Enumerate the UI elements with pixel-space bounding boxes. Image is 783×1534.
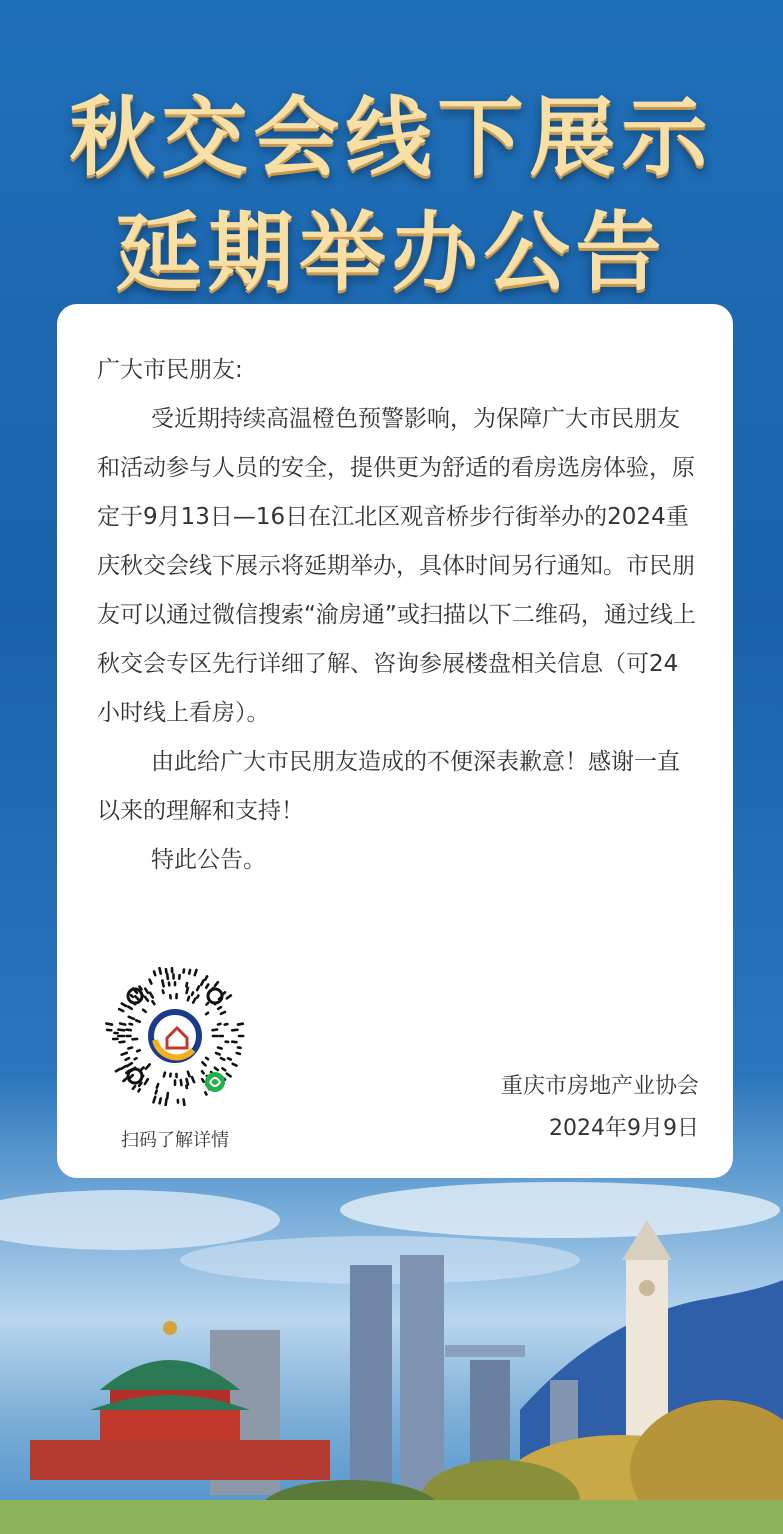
announcement-date: 2024年9月9日 [549, 1116, 699, 1141]
notice-card [57, 304, 733, 1178]
qr-caption: 扫码了解详情 [121, 1130, 229, 1151]
announcement-title-line1: 秋交会线下展示 [69, 88, 714, 188]
salutation: 广大市民朋友: [97, 357, 243, 383]
notice-paragraph-2: 由此给广大市民朋友造成的不便深表歉意！感谢一直以来的理解和支持！ [97, 749, 680, 824]
signature-block [501, 1066, 699, 1150]
qr-code-icon[interactable] [105, 966, 245, 1106]
notice-body [97, 346, 697, 885]
announcement-title-line2: 延期举办公告 [115, 203, 668, 303]
notice-paragraph-1: 受近期持续高温橙色预警影响，为保障广大市民朋友和活动参与人员的安全，提供更为舒适的看房选房体验，原定于9月13日—16日在江北区观音桥步行街举办的2024重庆秋交会线下展示将延期举办，具体时间另行通知。市民朋友可以通过微信搜索“渝房通”或扫描以下二维码，通过线上秋交会专区先行详细了解、咨询参展楼盘相关信息（可24小时线上看房）。 [97, 406, 696, 726]
organization-name: 重庆市房地产业协会 [500, 1074, 699, 1099]
chongqing-skyline-illustration [0, 1180, 783, 1534]
notice-closing: 特此公告。 [151, 847, 266, 873]
